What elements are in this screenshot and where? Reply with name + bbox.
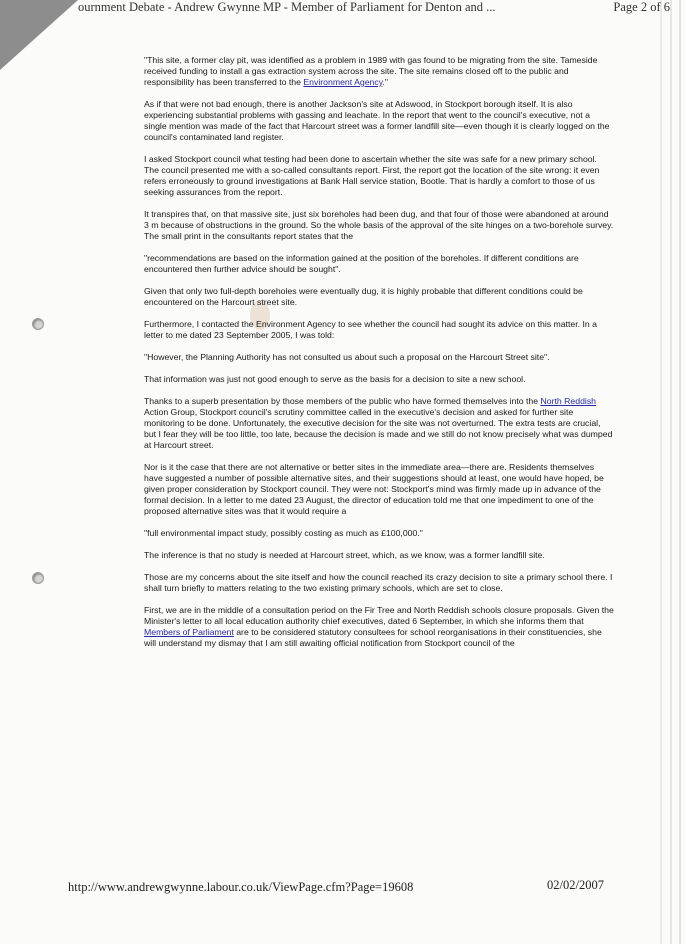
paragraph-text: ."	[382, 77, 388, 87]
paragraph-text: As if that were not bad enough, there is another Jackson's site at Adswood, in Stockport borough itself. It is also experiencing substantial problems with gassing and leachate. In the report that went to the council's executive, not a single mention was made of the fact that Harcourt street was a former landfill site—even though it is clearly logged on the council's contaminated land register.	[144, 99, 610, 142]
paragraph-text: That information was just not good enough to serve as the basis for a decision to site a new school.	[144, 374, 526, 384]
paragraph	[144, 605, 614, 649]
inline-link[interactable]: Environment Agency	[303, 77, 383, 87]
paragraph	[144, 253, 614, 275]
paragraph	[144, 550, 614, 561]
paragraph	[144, 396, 614, 451]
page-header	[78, 0, 678, 16]
paragraph	[144, 572, 614, 594]
paragraph-text: I asked Stockport council what testing had been done to ascertain whether the site was safe for a new primary school. The council presented me with a so-called consultants report. First, the report got the location of the site wrong: it even refers erroneously to ground investigations at Bank Hall service station, Bootle. That is hardly a comfort to those of us seeking assurances from the report.	[144, 154, 600, 197]
paragraph	[144, 55, 614, 88]
punch-hole	[32, 318, 44, 330]
paragraph-text: Thanks to a superb presentation by those members of the public who have formed themselves into the	[144, 396, 541, 406]
paragraph	[144, 154, 614, 198]
paragraph	[144, 374, 614, 385]
header-title: ournment Debate - Andrew Gwynne MP - Member of Parliament for Denton and ...	[78, 0, 496, 14]
paragraph-text: It transpires that, on that massive site, just six boreholes had been dug, and that four of those were abandoned at around 3 m because of obstructions in the ground. So the whole basis of the approval of the site hinges on a two-borehole survey. The small print in the consultants report states that the	[144, 209, 614, 241]
paragraph-text: Given that only two full-depth boreholes were eventually dug, it is highly probable that different conditions could be encountered on the Harcourt street site.	[144, 286, 583, 307]
paragraph-text: "full environmental impact study, possibly costing as much as £100,000."	[144, 528, 423, 538]
paragraph-text: Nor is it the case that there are not alternative or better sites in the immediate area—there are. Residents themselves have suggested a number of possible alternative sites, and their suggestions should at least, one would have hoped, be given proper consideration by Stockport council. They were not: Stockport's mind was firmly made up in advance of the formal decision. In a letter to me dated 23 August, the director of education told me that one impediment to one of the proposed alternative sites was that it would require a	[144, 462, 604, 516]
folded-corner	[0, 0, 78, 70]
paragraph	[144, 286, 614, 308]
punch-hole	[32, 572, 44, 584]
page-stack-edge	[652, 0, 686, 944]
paragraph	[144, 352, 614, 363]
paragraph-text: The inference is that no study is needed at Harcourt street, which, as we know, was a former landfill site.	[144, 550, 545, 560]
paragraph	[144, 209, 614, 242]
inline-link[interactable]: North Reddish	[540, 396, 597, 406]
paragraph-text: Action Group, Stockport council's scrutiny committee called in the executive's decision and asked for further site monitoring to be done. Unfortunately, the executive decision for the site was not overturned. The extra tests are crucial, but I fear they will be too little, too late, because the decision is made and we still do not know precisely what was dumped at Harcourt street.	[144, 407, 613, 450]
paragraph-text: First, we are in the middle of a consultation period on the Fir Tree and North Reddish schools closure proposals. Given the Minister's letter to all local education authority chief executives, dated 6 September, in which she informs them that	[144, 605, 614, 626]
paragraph	[144, 319, 614, 341]
header-page-number: Page 2 of 6	[613, 0, 670, 14]
paragraph-text: "However, the Planning Authority has not consulted us about such a proposal on the Harcourt Street site".	[144, 352, 550, 362]
article-body	[144, 55, 614, 660]
paragraph-text: "This site, a former clay pit, was identified as a problem in 1989 with gas found to be migrating from the site. Tameside received funding to install a gas extraction system across the site. The site remains closed off to the public and responsibility has been transferred to the	[144, 55, 598, 87]
paragraph	[144, 99, 614, 143]
footer-url: http://www.andrewgwynne.labour.co.uk/ViewPage.cfm?Page=19608	[68, 880, 414, 894]
inline-link[interactable]: Members of Parliament	[144, 627, 234, 637]
paragraph-text: are to be considered statutory consultees for school reorganisations in their constituencies, she will understand my dismay that I am still awaiting official notification from Stockport council of the	[144, 627, 602, 648]
paragraph-text: "recommendations are based on the information gained at the position of the boreholes. If different conditions are encountered then further advice should be sought".	[144, 253, 579, 274]
paragraph-text: Furthermore, I contacted the Environment Agency to see whether the council had sought its advice on this matter. In a letter to me dated 23 September 2005, I was told:	[144, 319, 597, 340]
paragraph	[144, 462, 614, 517]
paragraph	[144, 528, 614, 539]
footer-date: 02/02/2007	[547, 878, 604, 892]
paragraph-text: Those are my concerns about the site itself and how the council reached its crazy decision to site a primary school there. I shall turn briefly to matters relating to the two existing primary schools, which are set to close.	[144, 572, 613, 593]
